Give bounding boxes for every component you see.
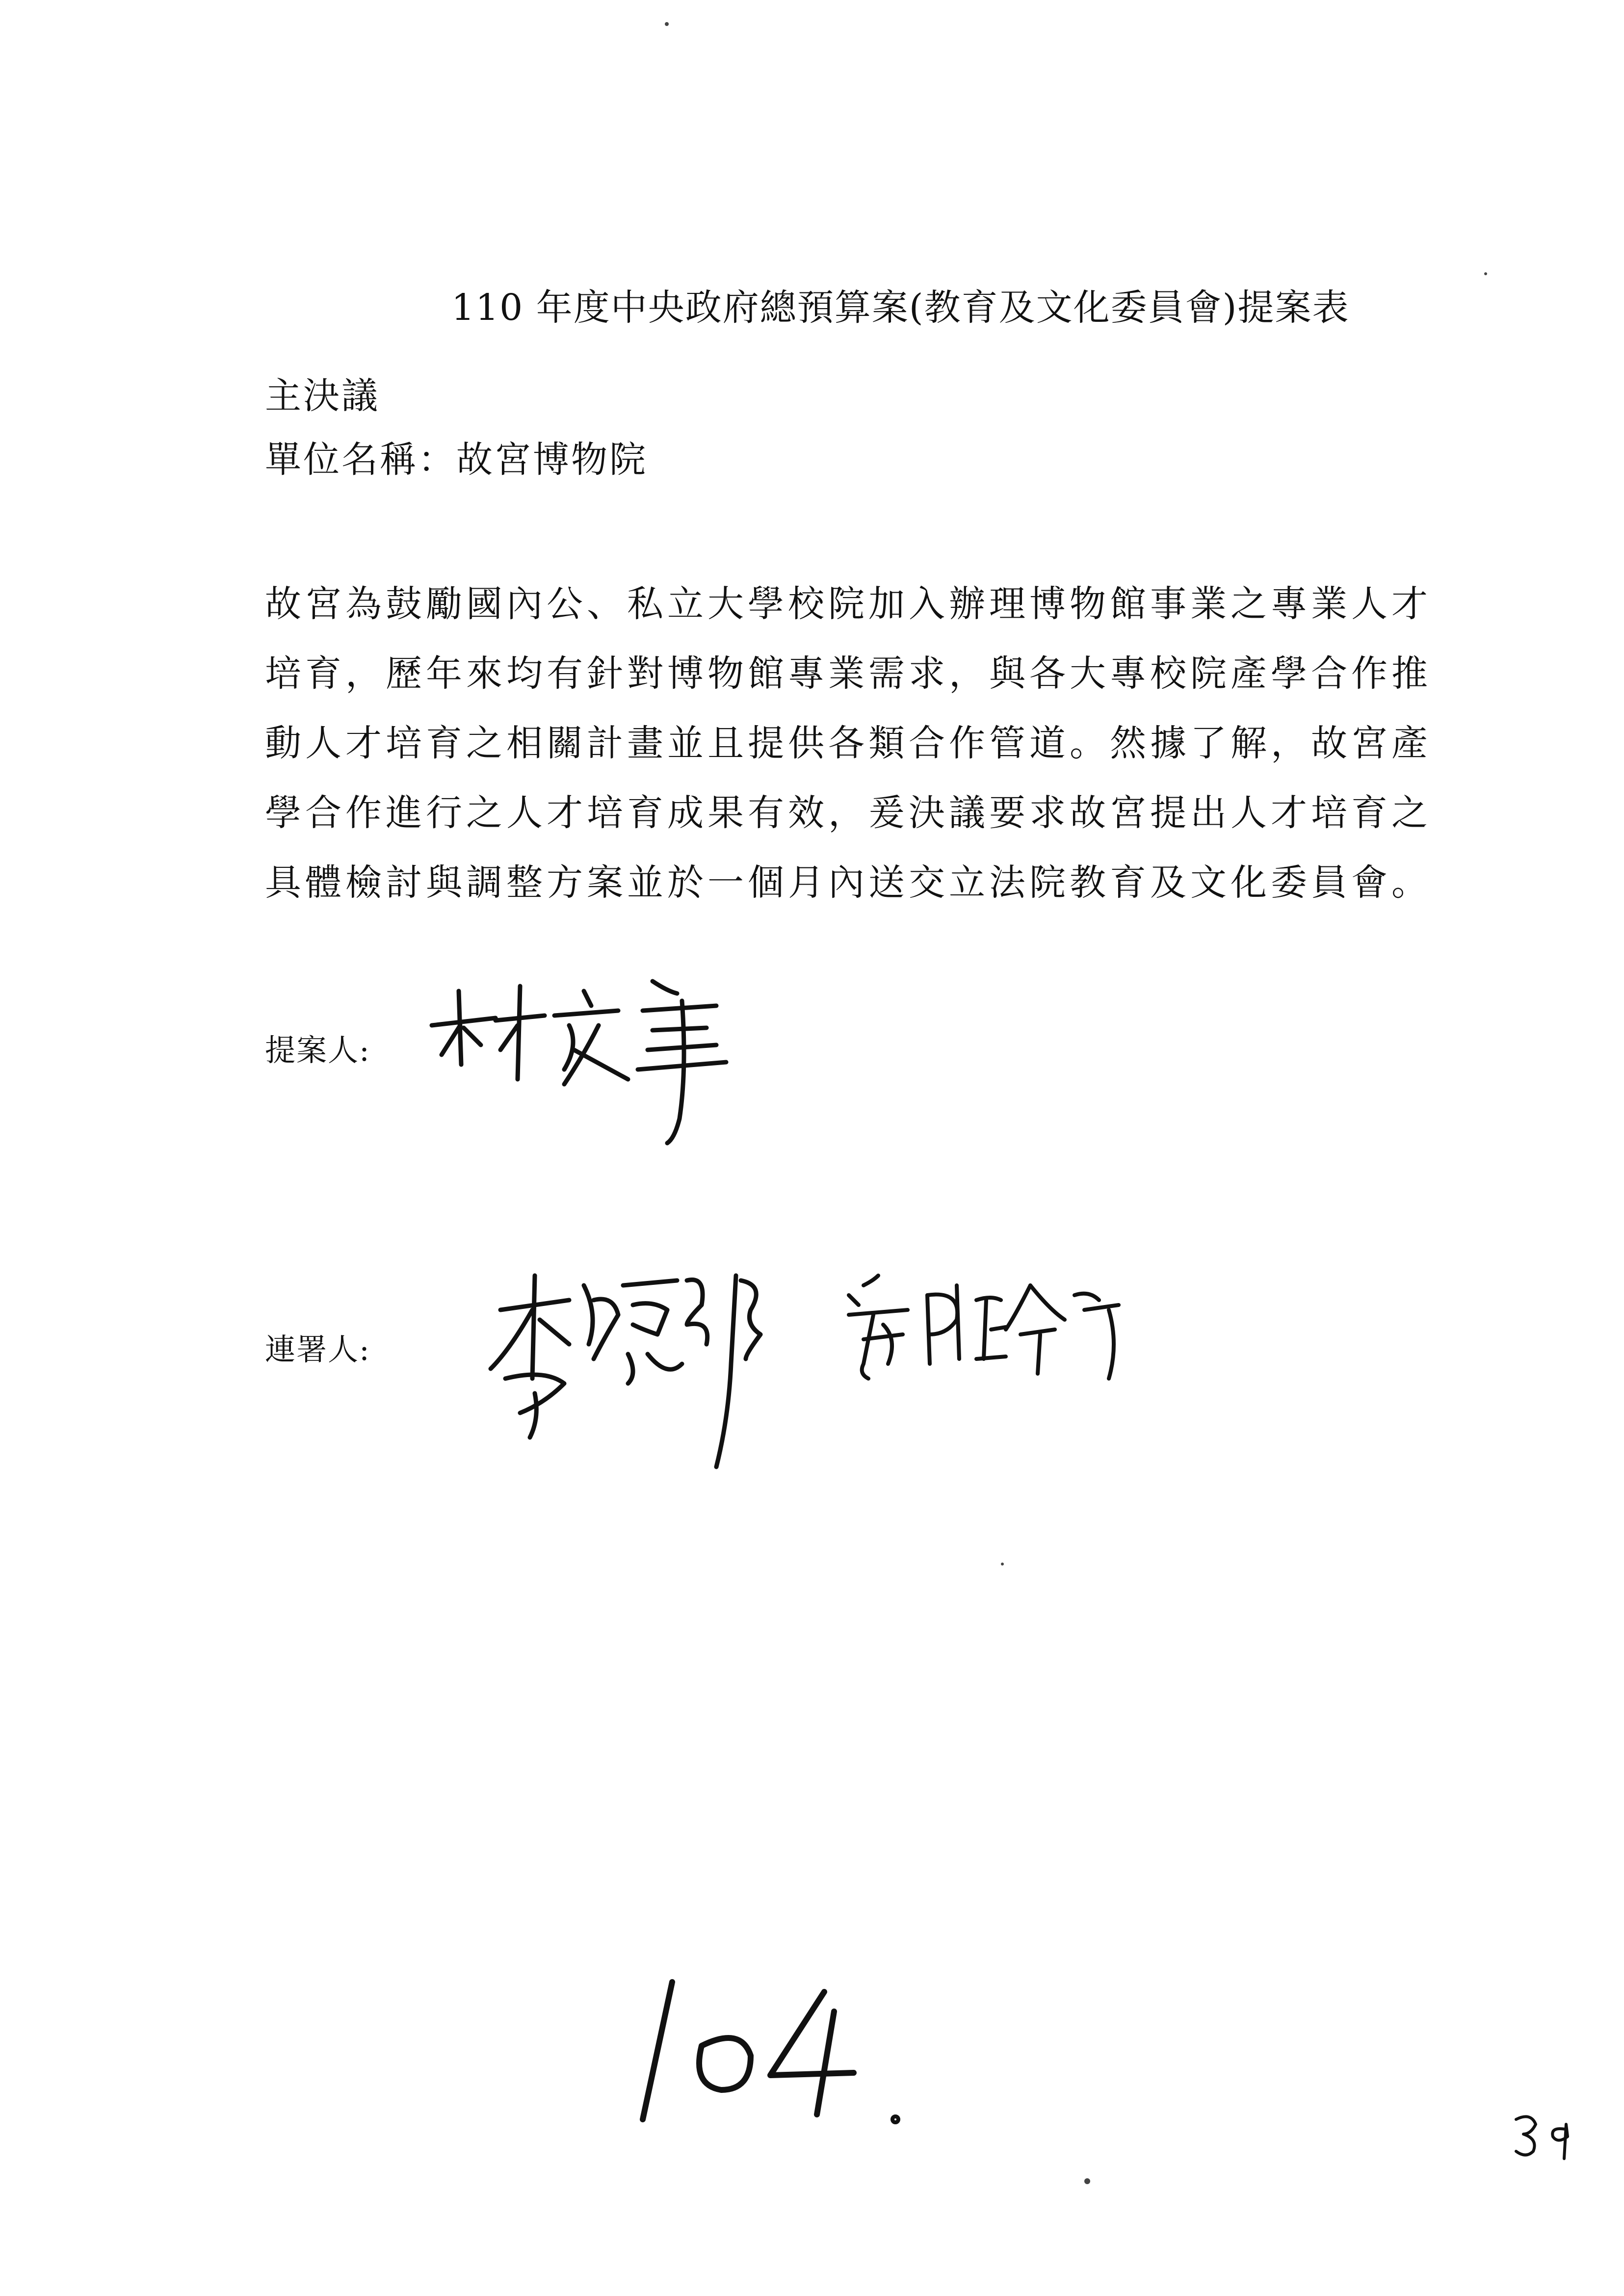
cosigner-signature-1-image [471, 1256, 805, 1491]
unit-name: 故宮博物院 [456, 439, 648, 481]
proposer-label: 提案人: [265, 1032, 370, 1068]
unit-label: 單位名稱： [265, 439, 456, 481]
resolution-type: 主決議 [265, 375, 380, 417]
body-line: 學合作進行之人才培育成果有效，爰決議要求故宮提出人才培育之 [265, 792, 1432, 834]
body-line: 具體檢討與調整方案並於一個月內送交立法院教育及文化委員會。 [265, 861, 1432, 904]
body-line: 故宮為鼓勵國內公、私立大學校院加入辦理博物館事業之專業人才 [265, 583, 1432, 625]
cosigner-signature-2-image [844, 1266, 1148, 1413]
body-line: 培育，歷年來均有針對博物館專業需求，與各大專校院產學合作推 [265, 652, 1432, 695]
scan-speck [1084, 2178, 1090, 2184]
cosigner-label: 連署人: [265, 1331, 370, 1367]
scan-speck [1484, 272, 1487, 275]
unit-line [265, 439, 648, 481]
document-title: 110 年度中央政府總預算案(教育及文化委員會)提案表 [451, 287, 1350, 329]
body-line: 動人才培育之相關計畫並且提供各類合作管道。然據了解，故宮產 [265, 722, 1432, 764]
handwritten-number-image [628, 1953, 942, 2139]
scan-speck [1001, 1563, 1004, 1565]
scan-speck [665, 22, 669, 26]
page-number-image [1511, 2110, 1580, 2164]
proposer-signature-image [422, 971, 765, 1148]
proposal-body [265, 569, 1432, 917]
